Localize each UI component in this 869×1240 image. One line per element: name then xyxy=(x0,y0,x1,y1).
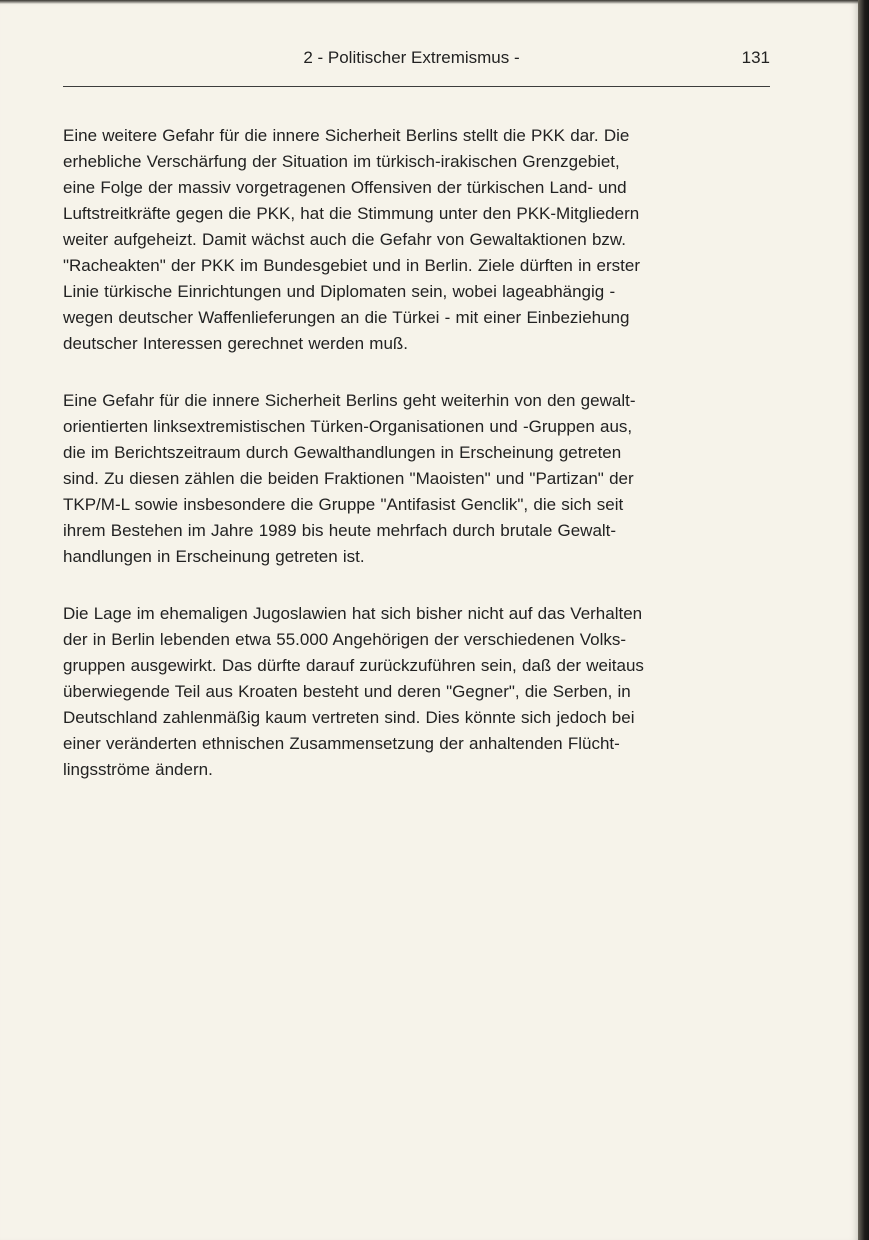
running-head xyxy=(63,48,770,72)
page-top-shadow xyxy=(0,0,858,4)
paragraph-turkish-groups: Eine Gefahr für die innere Sicherheit Berlins geht weiterhin von den gewalt- orientierten linksextremistischen Türken-Organisationen und -Gruppen aus, die im Berichtszeitraum durch Gewalthandlungen in Erscheinung getreten sind. Zu diesen zählen die beiden Fraktionen "Maoisten" und "Partizan" der TKP/M-L sowie insbesondere die Gruppe "Antifasist Genclik", die sich seit ihrem Bestehen im Jahre 1989 bis heute mehrfach durch brutale Gewalt- handlungen in Erscheinung getreten ist. xyxy=(63,391,636,566)
page-number: 131 xyxy=(741,48,770,67)
book-spine-edge xyxy=(858,0,869,1240)
paragraph-pkk: Eine weitere Gefahr für die innere Sicherheit Berlins stellt die PKK dar. Die erhebliche Verschärfung der Situation im türkisch-irakischen Grenzgebiet, eine Folge der massiv vorgetragenen Offensiven der türkischen Land- und Luftstreitkräfte gegen die PKK, hat die Stimmung unter den PKK-Mitgliedern weiter aufgeheizt. Damit wächst auch die Gefahr von Gewaltaktionen bzw. "Racheakten" der PKK im Bundesgebiet und in Berlin. Ziele dürften in erster Linie türkische Einrichtungen und Diplomaten sein, wobei lageabhängig - wegen deutscher Waffenlieferungen an die Türkei - mit einer Einbeziehung deutscher Interessen gerechnet werden muß. xyxy=(63,126,640,353)
paragraph-yugoslavia: Die Lage im ehemaligen Jugoslawien hat sich bisher nicht auf das Verhalten der in Berlin lebenden etwa 55.000 Angehörigen der verschiedenen Volks- gruppen ausgewirkt. Das dürfte darauf zurückzuführen sein, daß der weitaus überwiegende Teil aus Kroaten besteht und deren "Gegner", die Serben, in Deutschland zahlenmäßig kaum vertreten sind. Dies könnte sich jedoch bei einer veränderten ethnischen Zusammensetzung der anhaltenden Flücht- lingsströme ändern. xyxy=(63,604,644,779)
body-text xyxy=(63,123,770,814)
header-rule xyxy=(63,86,770,87)
chapter-title: 2 - Politischer Extremismus - xyxy=(303,48,520,67)
